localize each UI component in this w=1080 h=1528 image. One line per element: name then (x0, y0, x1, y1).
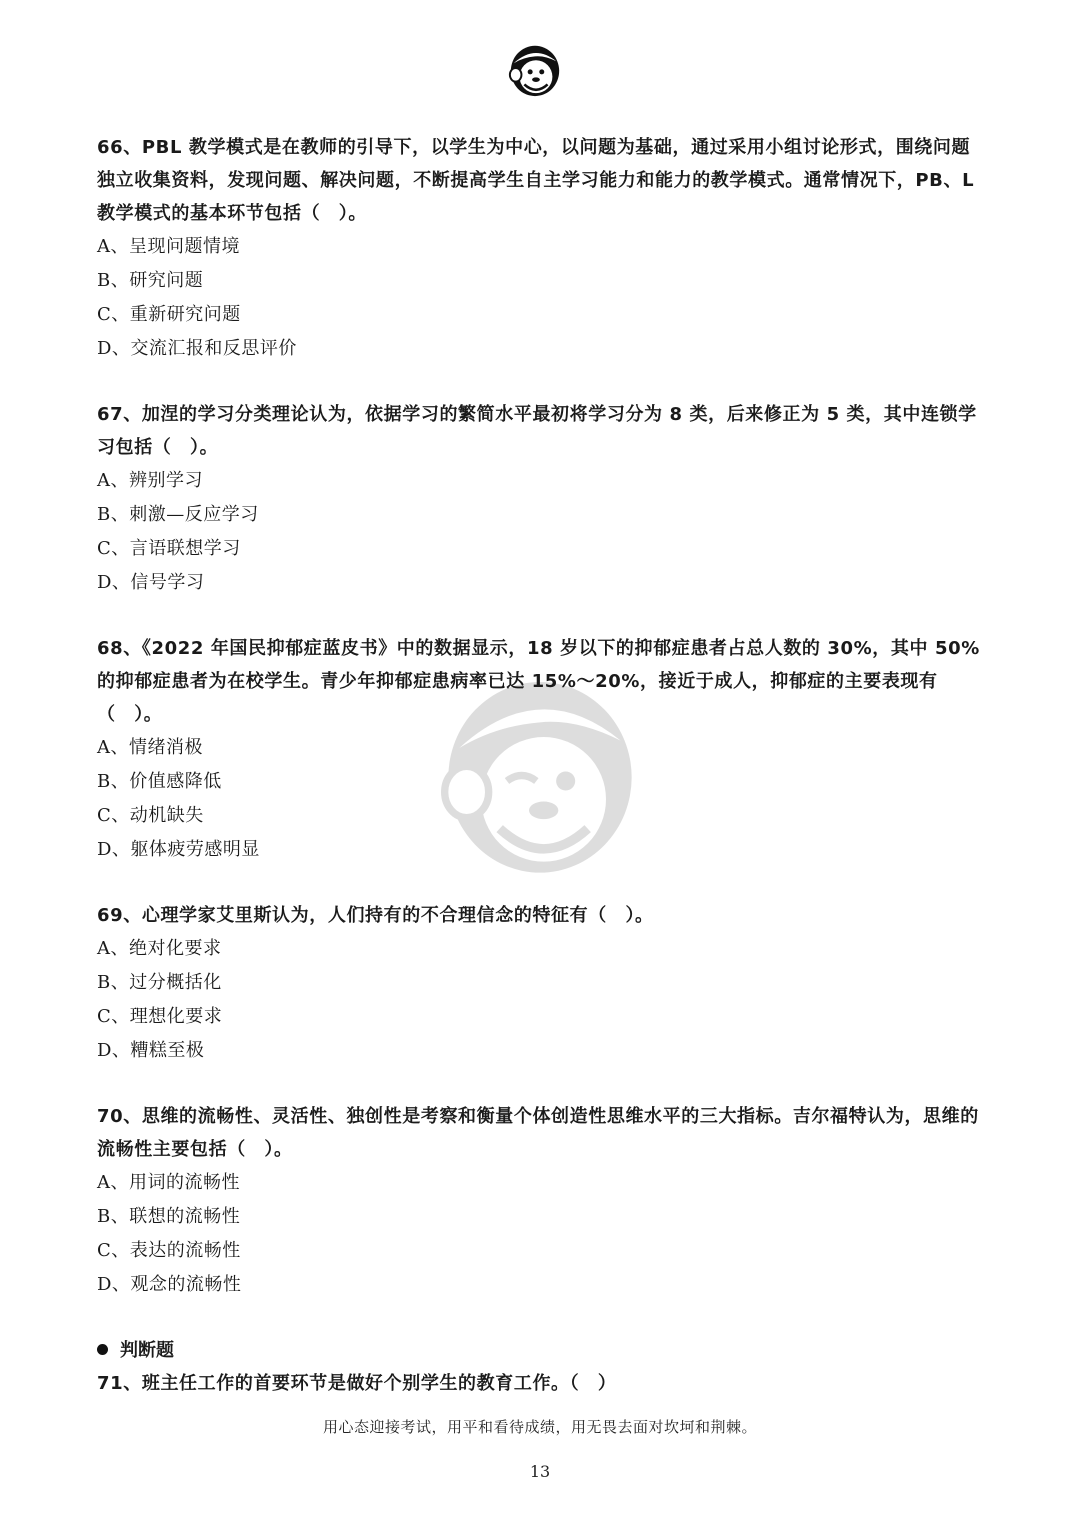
option-b: B、价值感降低 (97, 771, 222, 792)
option-d: D、躯体疲劳感明显 (97, 839, 260, 860)
question-68 (97, 632, 987, 867)
option-a: A、用词的流畅性 (97, 1172, 240, 1193)
option-b: B、刺激—反应学习 (97, 504, 259, 525)
section-header (97, 1334, 987, 1367)
option-a: A、辨别学习 (97, 470, 203, 491)
option-c: C、重新研究问题 (97, 304, 241, 325)
option-b: B、联想的流畅性 (97, 1206, 241, 1227)
question-stem: 69、心理学家艾里斯认为，人们持有的不合理信念的特征有（ ）。 (97, 905, 654, 926)
question-stem: 68、《2022 年国民抑郁症蓝皮书》中的数据显示，18 岁以下的抑郁症患者占总人数的 30%，其中 50%的抑郁症患者为在校学生。青少年抑郁症患病率已达 15%～20%，接近于成人，抑郁症的主要表现有（ ）。 (97, 638, 980, 725)
option-c: C、言语联想学习 (97, 538, 241, 559)
question-71-stem: 71、班主任工作的首要环节是做好个别学生的教育工作。（ ） (97, 1373, 617, 1394)
question-stem: 67、加涅的学习分类理论认为，依据学习的繁简水平最初将学习分为 8 类，后来修正为 5 类，其中连锁学习包括（ ）。 (97, 404, 977, 458)
option-a: A、呈现问题情境 (97, 236, 240, 257)
option-b: B、研究问题 (97, 270, 204, 291)
option-a: A、绝对化要求 (97, 938, 222, 959)
option-d: D、糟糕至极 (97, 1040, 205, 1061)
option-d: D、信号学习 (97, 572, 205, 593)
option-d: D、交流汇报和反思评价 (97, 338, 297, 359)
option-c: C、动机缺失 (97, 805, 204, 826)
question-66 (97, 131, 987, 366)
bullet-icon (97, 1344, 108, 1355)
question-stem: 70、思维的流畅性、灵活性、独创性是考察和衡量个体创造性思维水平的三大指标。吉尔福特认为，思维的流畅性主要包括（ ）。 (97, 1106, 979, 1160)
monkey-mascot-icon (506, 40, 564, 98)
footer-slogan: 用心态迎接考试，用平和看待成绩，用无畏去面对坎坷和荆棘。 (322, 1418, 757, 1436)
option-c: C、理想化要求 (97, 1006, 223, 1027)
option-a: A、情绪消极 (97, 737, 203, 758)
page-number: 13 (529, 1462, 551, 1481)
option-b: B、过分概括化 (97, 972, 222, 993)
section-title: 判断题 (120, 1340, 174, 1361)
question-70 (97, 1100, 987, 1302)
question-67 (97, 398, 987, 600)
option-c: C、表达的流畅性 (97, 1240, 241, 1261)
question-stem: 66、PBL 教学模式是在教师的引导下，以学生为中心，以问题为基础，通过采用小组讨论形式，围绕问题独立收集资料，发现问题、解决问题，不断提高学生自主学习能力和能力的教学模式。通常情况下，PB、L 教学模式的基本环节包括（ ）。 (97, 137, 982, 224)
question-list (97, 131, 987, 1400)
question-69 (97, 899, 987, 1068)
option-d: D、观念的流畅性 (97, 1274, 242, 1295)
